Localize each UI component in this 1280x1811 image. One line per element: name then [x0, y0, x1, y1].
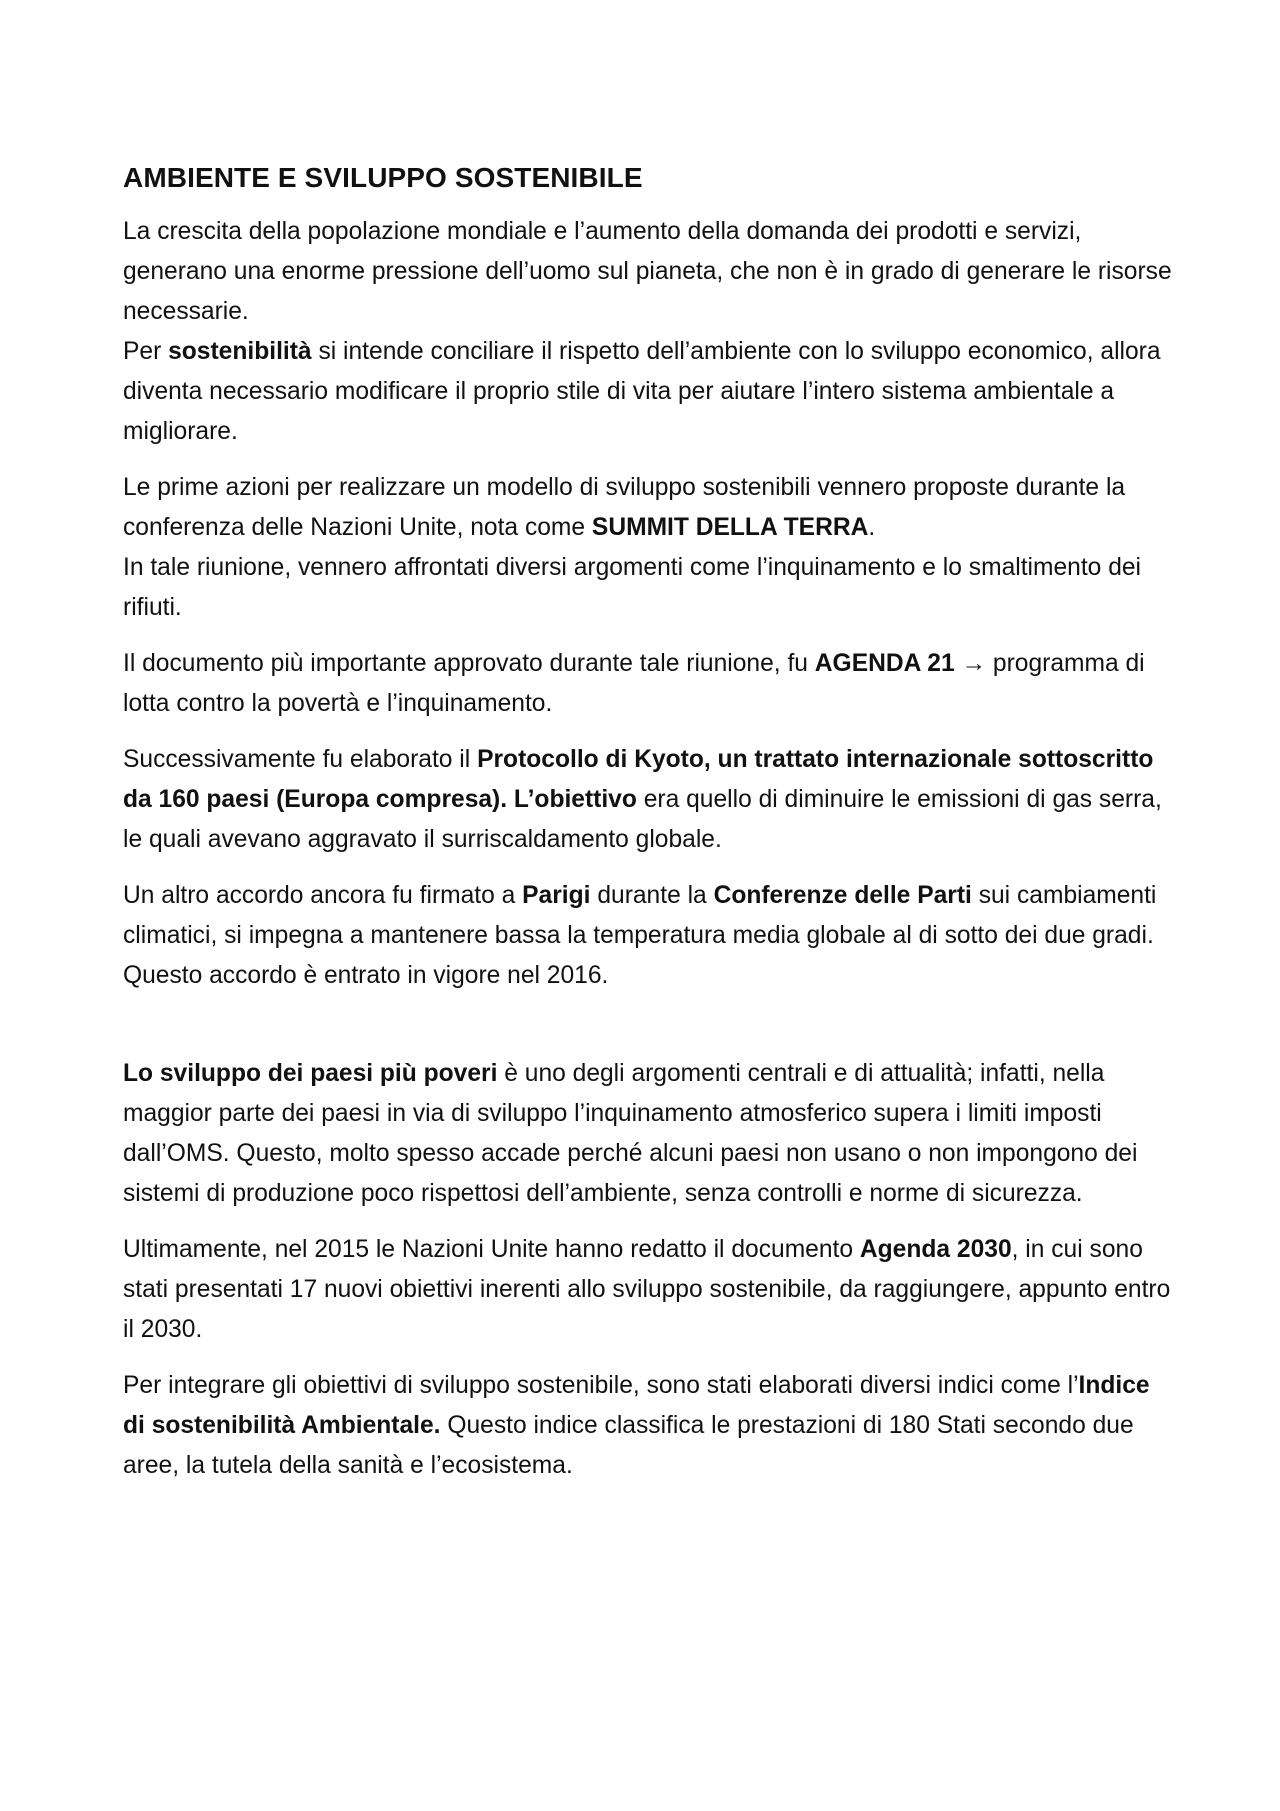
body-text: , in cui sono stati presentati 17 nuovi obiettivi inerenti allo sviluppo sostenibile, da raggiungere, appunto entro il 2030. — [123, 1236, 1171, 1343]
body-text: Per integrare gli obiettivi di sviluppo sostenibile, sono stati elaborati diversi indici come l’ — [123, 1372, 1079, 1399]
paragraph-line — [123, 740, 1173, 860]
bold-text: sostenibilità — [168, 338, 312, 365]
bold-text: Conferenze delle Parti — [713, 882, 972, 909]
bold-text: Indice di sostenibilità Ambientale. — [123, 1372, 1150, 1439]
body-text: Questo indice classifica le prestazioni di 180 Stati secondo due aree, la tutela della sanità e l’ecosistema. — [123, 1412, 1134, 1479]
body-text: Ultimamente, nel 2015 le Nazioni Unite hanno redatto il documento — [123, 1236, 860, 1263]
document-body — [123, 212, 1173, 1486]
body-text: Il documento più importante approvato durante tale riunione, fu — [123, 650, 815, 677]
body-text: durante la — [590, 882, 714, 909]
body-text: Un altro accordo ancora fu firmato a — [123, 882, 523, 909]
body-text: è uno degli argomenti centrali e di attualità; infatti, nella maggior parte dei paesi in via di sviluppo l’inquinamento atmosferico supera i limiti imposti dall’OMS. Questo, molto spesso accade perché alcuni paesi non usano o non impongono dei sistemi di produzione poco rispettosi dell’ambiente, senza controlli e norme di sicurezza. — [123, 1060, 1138, 1207]
bold-text: AGENDA 21 → — [814, 650, 987, 677]
document-page — [123, 158, 1173, 1502]
paragraph — [123, 740, 1173, 860]
paragraph-line — [123, 1054, 1173, 1214]
bold-text: Agenda 2030 — [859, 1236, 1012, 1263]
paragraph — [123, 1230, 1173, 1350]
body-text: In tale riunione, vennero affrontati diversi argomenti come l’inquinamento e lo smaltimento dei rifiuti. — [123, 554, 1142, 621]
paragraph-line — [123, 212, 1173, 332]
body-text: era quello di diminuire le emissioni di gas serra, le quali avevano aggravato il surriscaldamento globale. — [123, 786, 1162, 853]
paragraph — [123, 1366, 1173, 1486]
body-text: Le prime azioni per realizzare un modello di sviluppo sostenibili vennero proposte durante la conferenza delle Nazioni Unite, nota come — [123, 474, 1126, 541]
body-text: sui cambiamenti climatici, si impegna a mantenere bassa la temperatura media globale al di sotto dei due gradi. Questo accordo è entrato in vigore nel 2016. — [123, 882, 1157, 989]
bold-text: Parigi — [522, 882, 591, 909]
body-text: programma di lotta contro la povertà e l’inquinamento. — [123, 650, 1145, 717]
paragraph-line — [123, 548, 1173, 628]
paragraph-line — [123, 1366, 1173, 1486]
bold-text: SUMMIT DELLA TERRA — [591, 514, 869, 541]
paragraph-line — [123, 332, 1173, 452]
paragraph — [123, 212, 1173, 452]
bold-text: Protocollo di Kyoto, un trattato internazionale sottoscritto da 160 paesi (Europa compresa). L’obiettivo — [123, 746, 1154, 813]
body-text: Per — [123, 338, 169, 365]
body-text: Successivamente fu elaborato il — [123, 746, 478, 773]
paragraph-line — [123, 644, 1173, 724]
body-text: La crescita della popolazione mondiale e l’aumento della domanda dei prodotti e servizi, generano una enorme pressione dell’uomo sul pianeta, che non è in grado di generare le risorse necessarie. — [123, 218, 1172, 325]
bold-text: Lo sviluppo dei paesi più poveri — [123, 1060, 498, 1087]
paragraph — [123, 468, 1173, 628]
document-title: AMBIENTE E SVILUPPO SOSTENIBILE — [123, 162, 643, 193]
body-text: . — [868, 514, 876, 541]
paragraph — [123, 1054, 1173, 1214]
paragraph-line — [123, 876, 1173, 996]
paragraph-line — [123, 1230, 1173, 1350]
paragraph — [123, 644, 1173, 724]
paragraph-line — [123, 468, 1173, 548]
body-text: si intende conciliare il rispetto dell’ambiente con lo sviluppo economico, allora diventa necessario modificare il proprio stile di vita per aiutare l’intero sistema ambientale a migliorare. — [123, 338, 1161, 445]
paragraph — [123, 876, 1173, 996]
